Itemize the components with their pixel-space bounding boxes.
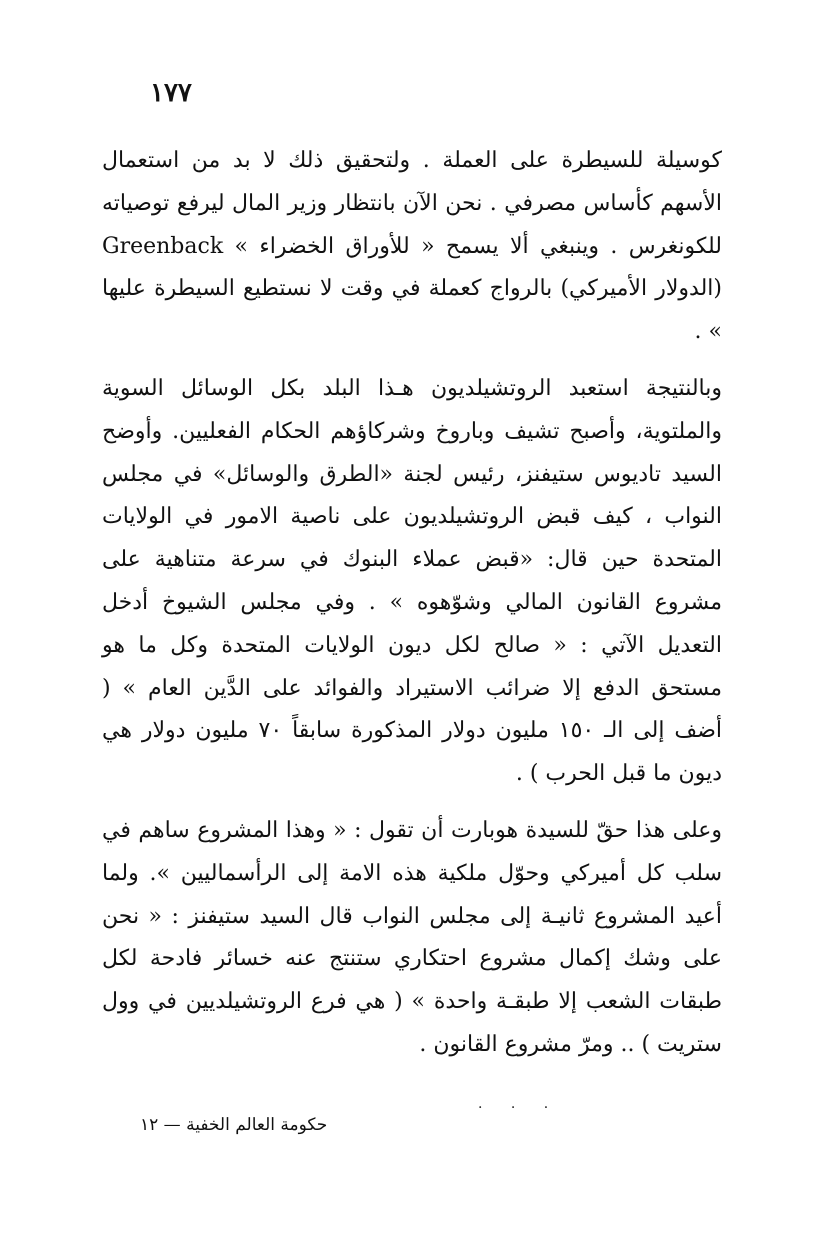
print-specks: · · · [478,1100,561,1116]
body-text [102,140,722,1067]
paragraph-3: وعلى هذا حقّ للسيدة هوبارت أن تقول : « وهذا المشروع ساهم في سلب كل أميركي وحوّل ملكية هذه الامة إلى الرأسماليين ». ولما أعيد المشروع ثانيـة إلى مجلس النواب قال السيد ستيفنز : « نحن على وشك إكمال مشروع احتكاري ستنتج عنه خسائر فادحة لكل طبقات الشعب إلا طبقـة واحدة » ( هي فرع الروتشيلديين في وول ستريت ) .. ومرّ مشروع القانون . [102,817,722,1057]
paragraph-2: وبالنتيجة استعبد الروتشيلديون هـذا البلد بكل الوسائل السوية والملتوية، وأصبح تشيف وباروخ وشركاؤهم الحكام الفعليين. وأوضح السيد تاديوس ستيفنز، رئيس لجنة «الطرق والوسائل» في مجلس النواب ، كيف قبض الروتشيلديون على ناصية الامور في الولايات المتحدة حين قال: «قبض عملاء البنوك في سرعة متناهية على مشروع القانون المالي وشوّهوه » . وفي مجلس الشيوخ أدخل التعديل الآتي : « صالح لكل ديون الولايات المتحدة وكل ما هو مستحق الدفع إلا ضرائب الاستيراد والفوائد على الدَّين العام » ( أضف إلى الـ ١٥٠ مليون دولار المذكورة سابقاً ٧٠ مليون دولار هي ديون ما قبل الحرب ) . [102,375,722,787]
paragraph-1: كوسيلة للسيطرة على العملة . ولتحقيق ذلك لا بد من استعمال الأسهم كأساس مصرفي . نحن الآن بانتظار وزير المال ليرفع توصياته للكونغرس . وينبغي ألا يسمح « للأوراق الخضراء » Greenback (الدولار الأميركي) بالرواج كعملة في وقت لا نستطيع السيطرة عليها » . [102,148,722,345]
footer-signature: حكومة العالم الخفية — ١٢ [140,1115,328,1135]
page-number: ١٧٧ [150,78,192,108]
